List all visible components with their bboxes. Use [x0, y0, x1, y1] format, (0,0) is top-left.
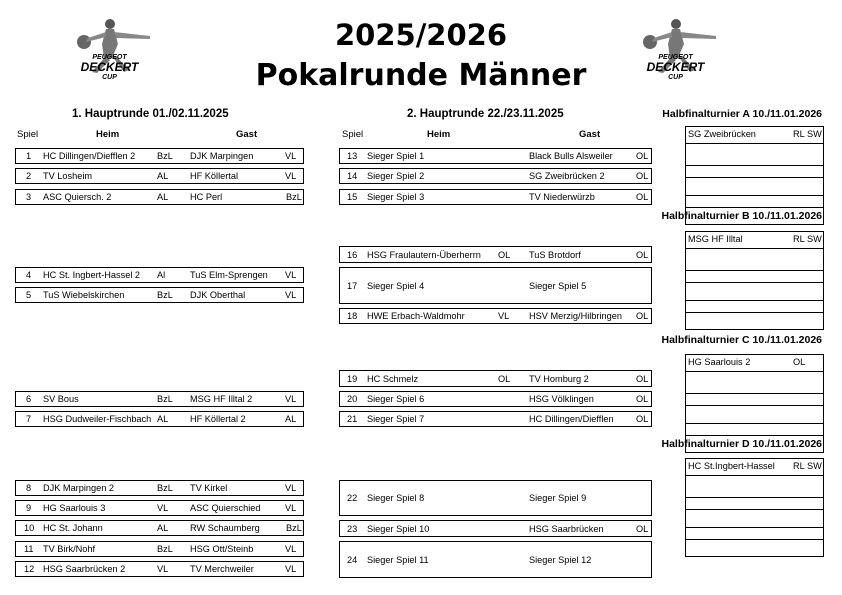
home-team: Sieger Spiel 1 — [367, 151, 425, 161]
semifinal-team: MSG HF Illtal — [688, 234, 743, 244]
semifinal-row-divider — [686, 248, 823, 249]
table-row — [339, 370, 652, 387]
match-number: 20 — [347, 394, 358, 404]
semifinal-row-divider — [686, 165, 823, 166]
away-team: HF Köllertal — [190, 171, 238, 181]
home-league: BzL — [157, 394, 173, 404]
semifinal-block — [685, 231, 824, 330]
away-team: Sieger Spiel 12 — [529, 554, 592, 565]
home-league: OL — [498, 249, 511, 260]
table-row — [339, 541, 652, 578]
table-row — [339, 520, 652, 537]
table-row — [15, 541, 304, 557]
home-team: TV Losheim — [43, 171, 93, 181]
semifinal-header: Halbfinalturnier D 10./11.01.2026 — [661, 438, 822, 450]
match-number: 3 — [26, 192, 32, 202]
table-row — [339, 391, 652, 407]
away-league: OL — [636, 394, 649, 404]
home-team: Sieger Spiel 7 — [367, 414, 425, 424]
away-league: VL — [285, 394, 297, 404]
home-league: VL — [157, 503, 169, 513]
away-team: HSG Ott/Steinb — [190, 544, 254, 554]
home-league: BzL — [157, 290, 173, 300]
away-team: TV Kirkel — [190, 483, 228, 493]
semifinal-team: HG Saarlouis 2 — [688, 357, 751, 367]
away-league: AL — [285, 414, 297, 424]
semifinal-league: RL SW — [793, 234, 822, 244]
home-team: TV Birk/Nohf — [43, 544, 96, 554]
semifinal-row-divider — [686, 423, 823, 424]
round2-col-heim: Heim — [427, 129, 451, 140]
away-team: TuS Elm-Sprengen — [190, 270, 268, 280]
match-number: 19 — [347, 373, 358, 384]
match-number: 17 — [347, 280, 358, 291]
away-team: ASC Quierschied — [190, 503, 261, 513]
semifinal-team: SG Zweibrücken — [688, 129, 756, 139]
match-number: 23 — [347, 523, 358, 534]
semifinal-row-divider — [686, 497, 823, 498]
home-team: HG Saarlouis 3 — [43, 503, 106, 513]
home-team: Sieger Spiel 3 — [367, 192, 425, 202]
semifinal-row-divider — [686, 195, 823, 196]
home-league: BzL — [157, 151, 173, 161]
match-number: 9 — [26, 503, 32, 513]
table-row — [339, 480, 652, 516]
away-league: OL — [636, 151, 649, 161]
table-row — [339, 308, 652, 324]
away-team: HC Perl — [190, 192, 223, 202]
home-team: HSG Dudweiler-Fischbach — [43, 414, 152, 424]
round1-col-spiel: Spiel — [17, 129, 39, 140]
round2-header: 2. Hauptrunde 22./23.11.2025 — [407, 108, 564, 120]
logo-left — [62, 14, 157, 99]
away-league: OL — [636, 523, 649, 534]
away-team: RW Schaumberg — [190, 523, 260, 533]
semifinal-block — [685, 458, 824, 557]
home-team: HC St. Johann — [43, 523, 103, 533]
home-team: HC Dillingen/Diefflen 2 — [43, 151, 136, 161]
semifinal-row-divider — [686, 177, 823, 178]
home-league: AL — [157, 414, 169, 424]
match-number: 2 — [26, 171, 32, 181]
home-league: OL — [498, 373, 511, 384]
table-row — [15, 391, 304, 407]
semifinal-row-divider — [686, 371, 823, 372]
match-number: 21 — [347, 414, 358, 424]
table-row — [15, 561, 304, 577]
away-team: MSG HF Illtal 2 — [190, 394, 253, 404]
logo-brand-top: PEUGEOT — [658, 54, 693, 61]
away-league: OL — [636, 311, 649, 321]
semifinal-row-divider — [686, 539, 823, 540]
home-team: TuS Wiebelskirchen — [43, 290, 125, 300]
away-team: HF Köllertal 2 — [190, 414, 246, 424]
home-team: HC St. Ingbert-Hassel 2 — [43, 270, 141, 280]
semifinal-league: RL SW — [793, 461, 822, 471]
round1-col-heim: Heim — [96, 129, 120, 140]
away-league: BzL — [286, 523, 302, 533]
semifinal-row-divider — [686, 143, 823, 144]
away-team: HSV Merzig/Hilbringen — [529, 311, 622, 321]
semifinal-row-divider — [686, 282, 823, 283]
away-team: HSG Saarbrücken — [529, 523, 604, 534]
away-league: OL — [636, 249, 649, 260]
away-league: VL — [285, 151, 297, 161]
home-league: VL — [498, 311, 510, 321]
match-number: 24 — [347, 554, 358, 565]
logo-right — [628, 14, 723, 99]
home-team: Sieger Spiel 2 — [367, 171, 425, 181]
home-team: ASC Quiersch. 2 — [43, 192, 112, 202]
table-row — [15, 287, 304, 303]
table-row — [339, 189, 652, 205]
table-row — [339, 168, 652, 184]
match-number: 14 — [347, 171, 358, 181]
semifinal-league: OL — [793, 357, 806, 367]
away-league: OL — [636, 192, 649, 202]
home-league: Al — [157, 270, 166, 280]
away-league: OL — [636, 171, 649, 181]
match-number: 18 — [347, 311, 358, 321]
semifinal-row-divider — [686, 435, 823, 436]
table-row — [15, 411, 304, 427]
home-team: Sieger Spiel 8 — [367, 493, 425, 503]
away-team: TV Niederwürzb — [529, 192, 595, 202]
semifinal-row-divider — [686, 405, 823, 406]
semifinal-header: Halbfinalturnier C 10./11.01.2026 — [661, 334, 822, 346]
semifinal-row-divider — [686, 312, 823, 313]
away-team: SG Zweibrücken 2 — [529, 171, 605, 181]
away-team: TV Merchweiler — [190, 564, 254, 574]
home-league: VL — [157, 564, 169, 574]
match-number: 4 — [26, 270, 32, 280]
home-team: SV Bous — [43, 394, 79, 404]
away-team: HSG Völklingen — [529, 394, 594, 404]
page-title: Pokalrunde Männer — [255, 58, 587, 93]
away-team: DJK Oberthal — [190, 290, 246, 300]
round2-col-spiel: Spiel — [342, 129, 364, 140]
away-league: VL — [285, 564, 297, 574]
away-league: BzL — [286, 192, 302, 202]
away-league: VL — [285, 171, 297, 181]
away-league: VL — [285, 290, 297, 300]
home-league: AL — [157, 192, 169, 202]
home-league: BzL — [157, 544, 173, 554]
semifinal-row-divider — [686, 393, 823, 394]
away-team: TV Homburg 2 — [529, 373, 589, 384]
home-league: BzL — [157, 483, 173, 493]
table-row — [15, 500, 304, 516]
table-row — [339, 148, 652, 164]
home-league: AL — [157, 171, 169, 181]
match-number: 6 — [26, 394, 32, 404]
table-row — [15, 520, 304, 536]
semifinal-row-divider — [686, 207, 823, 208]
home-team: HSG Saarbrücken 2 — [43, 564, 126, 574]
table-row — [339, 246, 652, 263]
logo-brand-main: DECKERT — [80, 60, 139, 74]
away-league: VL — [285, 483, 297, 493]
table-row — [15, 189, 304, 205]
match-number: 1 — [26, 151, 32, 161]
semifinal-league: RL SW — [793, 129, 822, 139]
away-league: OL — [636, 414, 649, 424]
semifinal-row-divider — [686, 509, 823, 510]
away-league: VL — [285, 503, 297, 513]
match-number: 16 — [347, 249, 358, 260]
away-team: Sieger Spiel 9 — [529, 493, 587, 503]
logo-brand-main: DECKERT — [646, 60, 705, 74]
away-league: VL — [285, 544, 297, 554]
round2-col-gast: Gast — [579, 129, 601, 140]
round1-col-gast: Gast — [236, 129, 258, 140]
away-team: DJK Marpingen — [190, 151, 254, 161]
match-number: 13 — [347, 151, 358, 161]
match-number: 11 — [24, 544, 34, 554]
away-team: Sieger Spiel 5 — [529, 280, 587, 291]
logo-brand-sub: CUP — [668, 74, 683, 81]
table-row — [339, 411, 652, 427]
semifinal-row-divider — [686, 270, 823, 271]
match-number: 7 — [26, 414, 32, 424]
semifinal-header: Halbfinalturnier B 10./11.01.2026 — [661, 210, 822, 222]
table-row — [15, 148, 304, 164]
away-team: HC Dillingen/Diefflen — [529, 414, 614, 424]
round1-header: 1. Hauptrunde 01./02.11.2025 — [72, 108, 229, 120]
match-number: 22 — [347, 493, 358, 503]
home-team: Sieger Spiel 11 — [367, 554, 429, 565]
home-team: DJK Marpingen 2 — [43, 483, 114, 493]
home-team: HSG Fraulautern-Überherrn — [367, 249, 481, 260]
match-number: 12 — [24, 564, 35, 574]
table-row — [15, 267, 304, 283]
match-number: 10 — [24, 523, 35, 533]
table-row — [15, 168, 304, 184]
away-team: Black Bulls Alsweiler — [529, 151, 613, 161]
table-row — [15, 480, 304, 496]
semifinal-team: HC St.Ingbert-Hassel — [688, 461, 775, 471]
semifinal-row-divider — [686, 300, 823, 301]
away-team: TuS Brotdorf — [529, 249, 581, 260]
match-number: 5 — [26, 290, 32, 300]
semifinal-header: Halbfinalturnier A 10./11.01.2026 — [662, 108, 822, 120]
match-number: 8 — [26, 483, 32, 493]
match-number: 15 — [347, 192, 358, 202]
season-title: 2025/2026 — [334, 18, 508, 52]
home-team: Sieger Spiel 6 — [367, 394, 425, 404]
away-league: OL — [636, 373, 649, 384]
home-team: HC Schmelz — [367, 373, 419, 384]
logo-brand-sub: CUP — [102, 74, 117, 81]
home-team: Sieger Spiel 10 — [367, 523, 430, 534]
away-league: VL — [285, 270, 297, 280]
home-league: AL — [157, 523, 169, 533]
semifinal-row-divider — [686, 475, 823, 476]
table-row — [339, 267, 652, 304]
home-team: Sieger Spiel 4 — [367, 280, 425, 291]
home-team: HWE Erbach-Waldmohr — [367, 311, 465, 321]
semifinal-row-divider — [686, 527, 823, 528]
logo-brand-top: PEUGEOT — [92, 54, 127, 61]
